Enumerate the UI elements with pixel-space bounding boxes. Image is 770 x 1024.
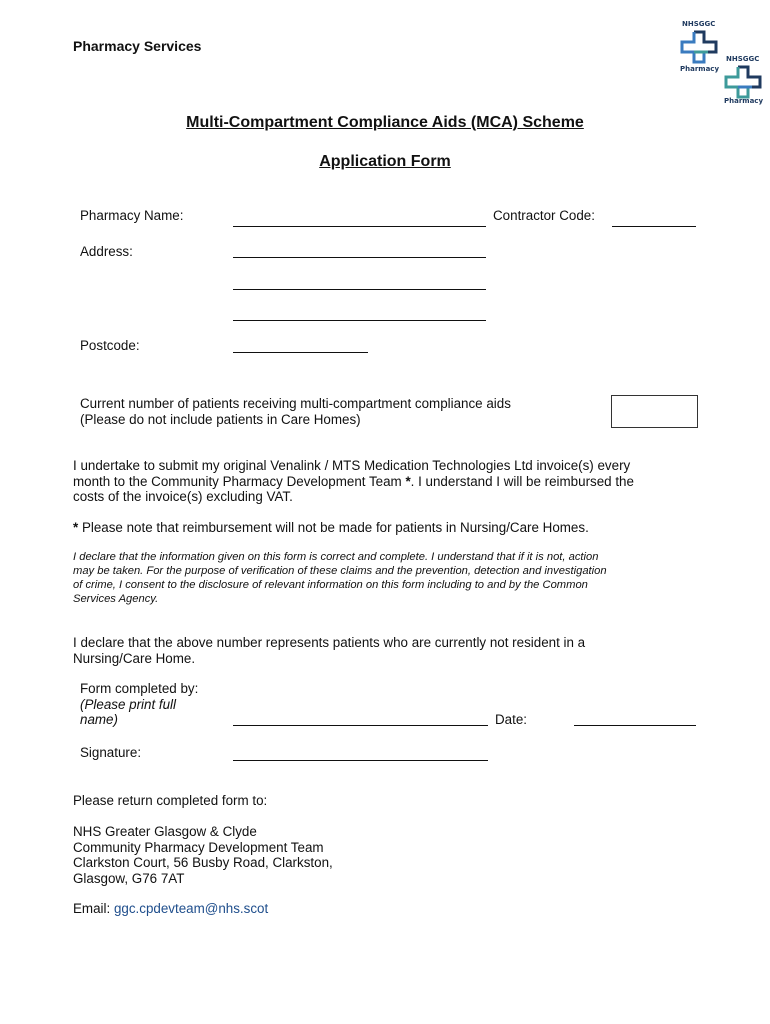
address-field-line-3[interactable] bbox=[233, 320, 486, 321]
return-address-line: Clarkston Court, 56 Busby Road, Clarkston, bbox=[73, 855, 333, 870]
pharmacy-cross-icon bbox=[722, 65, 764, 101]
undertaking-line-2: month to the Community Pharmacy Development Team *. I understand I will be reimbursed the bbox=[73, 473, 634, 489]
resident-declaration bbox=[73, 635, 585, 666]
return-heading: Please return completed form to: bbox=[73, 793, 268, 808]
pharmacy-name-label: Pharmacy Name: bbox=[80, 208, 184, 223]
undertaking-line-3: costs of the invoice(s) excluding VAT. bbox=[73, 489, 293, 504]
address-field-line-1[interactable] bbox=[233, 257, 486, 258]
contractor-code-label: Contractor Code: bbox=[493, 208, 595, 223]
nhsggc-pharmacy-logo bbox=[676, 20, 724, 76]
resident-line-2: Nursing/Care Home. bbox=[73, 650, 196, 666]
return-address bbox=[73, 824, 333, 886]
signature-label: Signature: bbox=[80, 745, 142, 760]
logo-bottom-text: Pharmacy bbox=[724, 97, 764, 105]
return-address-line: NHS Greater Glasgow & Clyde bbox=[73, 824, 257, 839]
resident-line-1: I declare that the above number represents patients who are currently not resident in a bbox=[73, 635, 586, 650]
information-declaration bbox=[73, 550, 607, 606]
patients-count-label bbox=[80, 396, 511, 427]
patients-count-line-2: (Please do not include patients in Care Homes) bbox=[80, 411, 361, 427]
asterisk-marker: * bbox=[405, 473, 411, 489]
address-field-line-2[interactable] bbox=[233, 289, 486, 290]
completed-by-text: Form completed by: bbox=[80, 681, 199, 696]
signature-field[interactable] bbox=[233, 760, 488, 761]
return-address-line: Community Pharmacy Development Team bbox=[73, 839, 324, 855]
postcode-label: Postcode: bbox=[80, 338, 140, 353]
undertaking-line-1: I undertake to submit my original Venalink / MTS Medication Technologies Ltd invoice(s) every bbox=[73, 458, 631, 473]
return-address-line: Glasgow, G76 7AT bbox=[73, 870, 185, 886]
patients-count-box[interactable] bbox=[611, 395, 698, 428]
email-label: Email: bbox=[73, 901, 114, 916]
asterisk-marker: * bbox=[73, 520, 79, 535]
form-main-title: Multi-Compartment Compliance Aids (MCA) Scheme bbox=[186, 114, 584, 131]
print-name-hint-2: name) bbox=[80, 712, 118, 727]
completed-by-label bbox=[80, 681, 198, 728]
logo-top-text: NHSGGC bbox=[682, 20, 716, 28]
postcode-field[interactable] bbox=[233, 352, 368, 353]
print-name-hint-1: (Please print full bbox=[80, 696, 177, 712]
declaration-line-3: of crime, I consent to the disclosure of relevant information on this form including to and by the Common bbox=[73, 579, 588, 591]
completed-by-field[interactable] bbox=[233, 725, 488, 726]
pharmacy-cross-icon bbox=[678, 30, 720, 66]
pharmacy-name-field[interactable] bbox=[233, 226, 486, 227]
declaration-line-2: may be taken. For the purpose of verification of these claims and the prevention, detection and investigation bbox=[73, 565, 607, 577]
department-heading: Pharmacy Services bbox=[73, 38, 202, 54]
logo-top-text: NHSGGC bbox=[726, 55, 760, 63]
reimbursement-note: * Please note that reimbursement will not be made for patients in Nursing/Care Homes. bbox=[73, 520, 589, 535]
declaration-line-1: I declare that the information given on this form is correct and complete. I understand that if it is not, action bbox=[73, 551, 599, 563]
contractor-code-field[interactable] bbox=[612, 226, 696, 227]
email-link[interactable]: ggc.cpdevteam@nhs.scot bbox=[113, 901, 269, 916]
form-subtitle: Application Form bbox=[319, 153, 451, 170]
undertaking-paragraph bbox=[73, 458, 634, 505]
logo-bottom-text: Pharmacy bbox=[680, 65, 720, 73]
date-label: Date: bbox=[495, 712, 528, 727]
nhsggc-pharmacy-logo-secondary bbox=[720, 55, 768, 111]
date-field[interactable] bbox=[574, 725, 696, 726]
address-label: Address: bbox=[80, 244, 133, 259]
patients-count-line-1: Current number of patients receiving multi-compartment compliance aids bbox=[80, 396, 511, 411]
email-line bbox=[73, 901, 268, 917]
declaration-line-4: Services Agency. bbox=[73, 593, 159, 605]
